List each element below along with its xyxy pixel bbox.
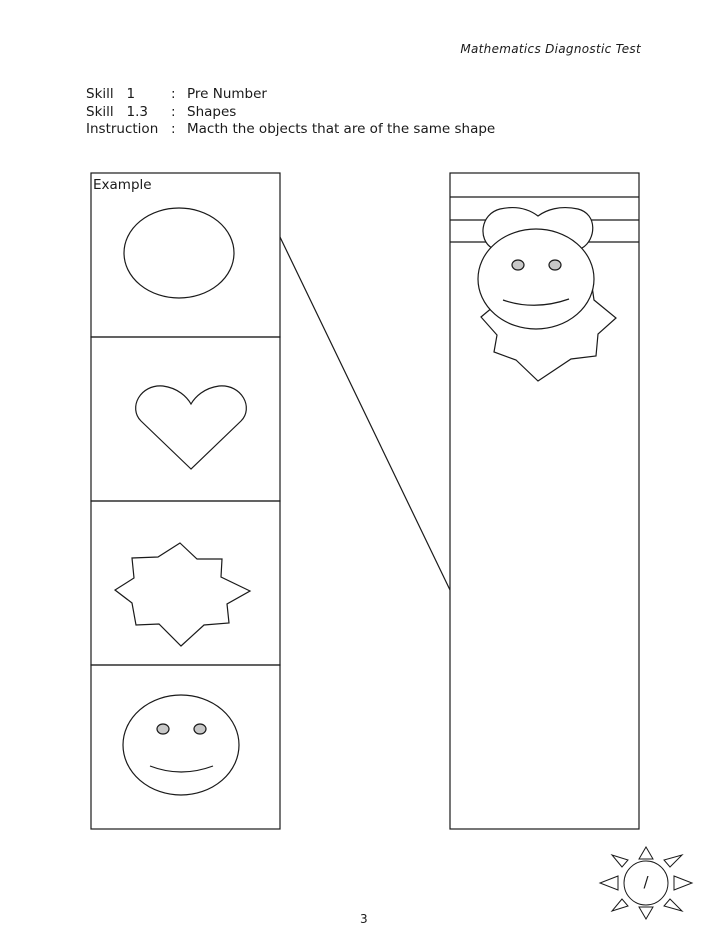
skill-label: Skill 1	[86, 86, 136, 102]
skill-label: Skill 1.3	[86, 103, 148, 120]
page-number: 3	[360, 912, 368, 926]
heart-icon[interactable]	[136, 386, 247, 469]
skill-value: Shapes	[187, 103, 237, 120]
star-icon[interactable]	[115, 543, 250, 646]
instruction-text: Macth the objects that are of the same shape	[187, 121, 496, 137]
instruction-label: Instruction	[86, 121, 159, 137]
example-label: Example	[93, 177, 152, 193]
instruction-colon: :	[171, 121, 176, 137]
skill-colon: :	[171, 86, 176, 102]
page-header-title: Mathematics Diagnostic Test	[460, 42, 641, 56]
score-value: /	[643, 873, 649, 891]
example-match-line	[280, 237, 450, 590]
skill-value: Pre Number	[187, 86, 267, 102]
skill-colon: :	[171, 103, 176, 120]
smiley-face-icon[interactable]	[123, 695, 239, 795]
smiley-face-icon[interactable]	[478, 229, 594, 329]
circle-icon[interactable]	[124, 208, 234, 298]
